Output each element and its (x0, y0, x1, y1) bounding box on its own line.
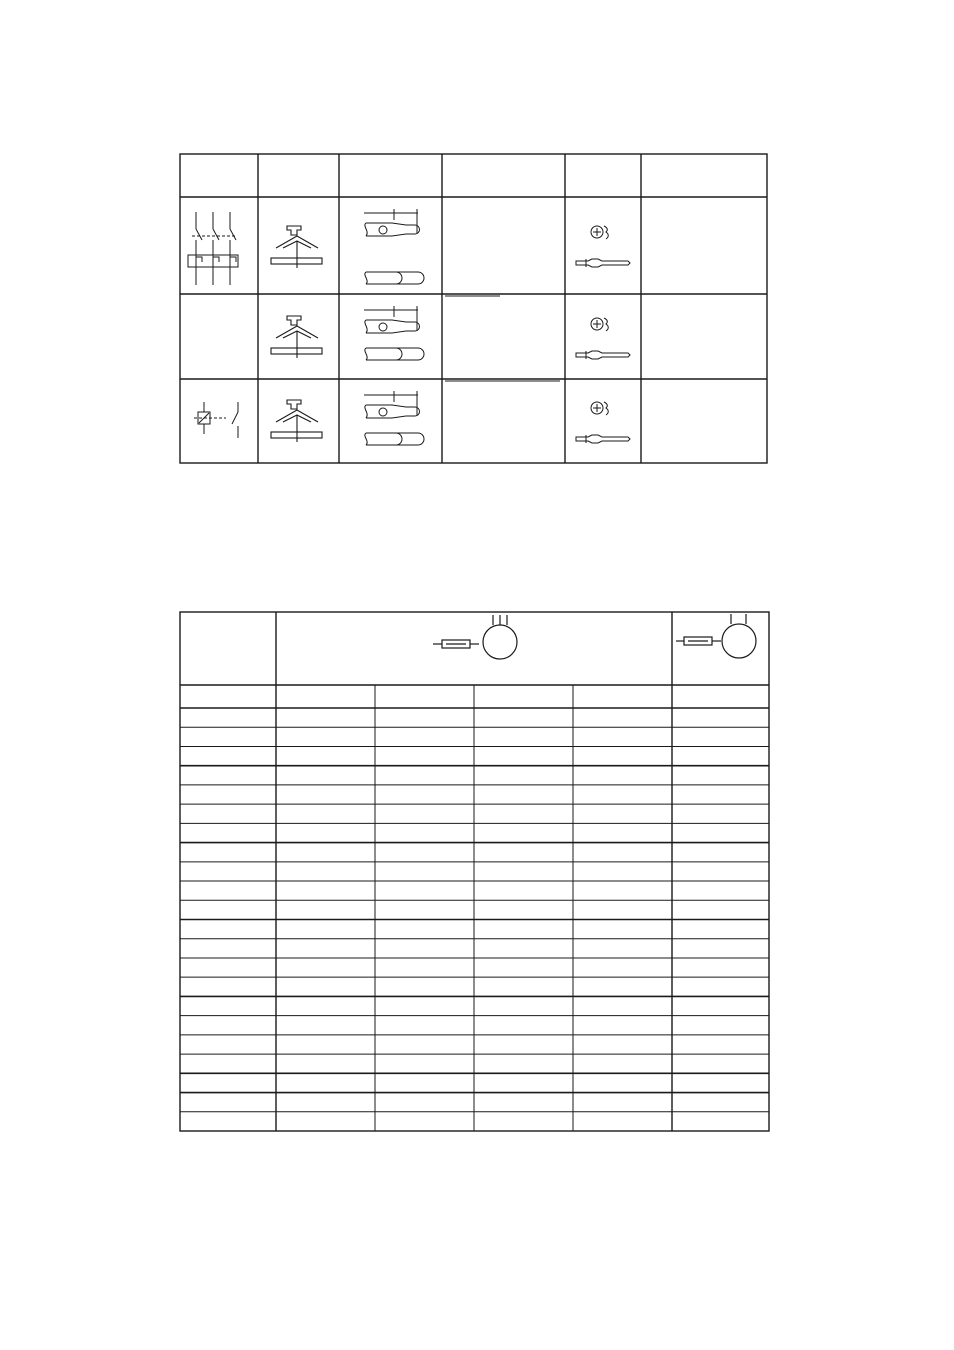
stripped-wire-icon (364, 209, 424, 284)
screw-and-screwdriver-icon (576, 318, 630, 359)
fuse-rating-table-grid (180, 612, 769, 1131)
terminal-clamp-icon (271, 400, 322, 442)
stripped-wire-icon (364, 306, 424, 360)
screw-and-screwdriver-icon (576, 402, 630, 443)
fuse-and-motor-symbol-icon (676, 614, 756, 658)
three-pole-contact-symbol-icon (188, 212, 238, 285)
wiring-table-grid (180, 154, 767, 463)
coil-and-contact-symbol-icon (194, 402, 238, 438)
stripped-wire-icon (364, 391, 424, 445)
fuse-rating-table (180, 612, 769, 1131)
terminal-clamp-icon (271, 226, 322, 268)
fuse-and-motor-symbol-icon (433, 615, 517, 659)
wiring-table (180, 154, 767, 463)
screw-and-screwdriver-icon (576, 226, 630, 267)
terminal-clamp-icon (271, 316, 322, 358)
